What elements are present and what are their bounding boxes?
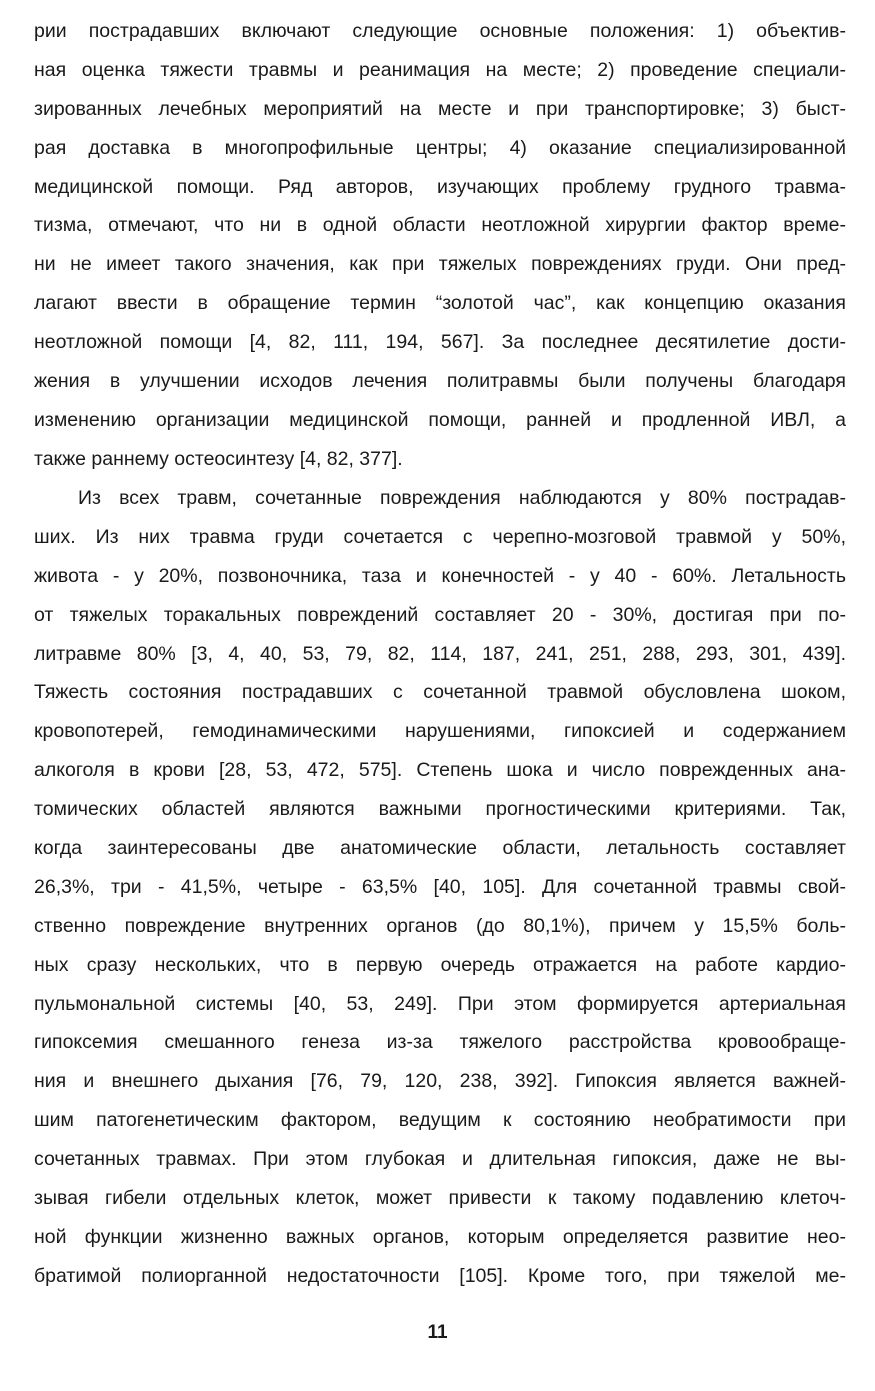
text-line: Тяжесть состояния пострадавших с сочетанной травмой обусловлена шоком, xyxy=(34,681,846,704)
text-line: рая доставка в многопрофильные центры; 4) оказание специализированной xyxy=(34,136,846,159)
text-line: пульмональной системы [40, 53, 249]. При этом формируется артериальная xyxy=(34,992,846,1015)
text-line: зывая гибели отдельных клеток, может привести к такому подавлению клеточ- xyxy=(34,1187,846,1210)
text-line: ни не имеет такого значения, как при тяжелых повреждениях груди. Они пред- xyxy=(34,253,846,276)
text-line: шим патогенетическим фактором, ведущим к состоянию необратимости при xyxy=(34,1109,846,1132)
text-line: изменению организации медицинской помощи, ранней и продленной ИВЛ, а xyxy=(34,408,846,431)
text-line: литравме 80% [3, 4, 40, 53, 79, 82, 114, 187, 241, 251, 288, 293, 301, 439]. xyxy=(34,642,846,665)
text-line: ной функции жизненно важных органов, которым определяется развитие нео- xyxy=(34,1225,846,1248)
text-line: кровопотерей, гемодинамическими нарушениями, гипоксией и содержанием xyxy=(34,720,846,743)
text-line: живота - у 20%, позвоночника, таза и конечностей - у 40 - 60%. Летальность xyxy=(34,564,846,587)
text-line: ния и внешнего дыхания [76, 79, 120, 238, 392]. Гипоксия является важней- xyxy=(34,1070,846,1093)
text-line: жения в улучшении исходов лечения политравмы были получены благодаря xyxy=(34,370,846,393)
paragraph-1 xyxy=(34,12,846,479)
text-line: Из всех травм, сочетанные повреждения наблюдаются у 80% пострадав- xyxy=(78,487,846,509)
text-line: зированных лечебных мероприятий на месте и при транспортировке; 3) быст- xyxy=(34,97,846,120)
text-line: медицинской помощи. Ряд авторов, изучающих проблему грудного травма- xyxy=(34,175,846,198)
text-line: алкоголя в крови [28, 53, 472, 575]. Степень шока и число поврежденных ана- xyxy=(34,759,846,782)
text-line: лагают ввести в обращение термин “золотой час”, как концепцию оказания xyxy=(34,292,846,315)
text-line: ных сразу нескольких, что в первую очередь отражается на работе кардио- xyxy=(34,953,846,976)
text-line: гипоксемия смешанного генеза из-за тяжелого расстройства кровообраще- xyxy=(34,1031,846,1054)
text-line: сочетанных травмах. При этом глубокая и длительная гипоксия, даже не вы- xyxy=(34,1148,846,1171)
text-line: рии пострадавших включают следующие основные положения: 1) объектив- xyxy=(34,20,846,42)
text-line: ственно повреждение внутренних органов (до 80,1%), причем у 15,5% боль- xyxy=(34,914,846,937)
text-line: также раннему остеосинтезу [4, 82, 377]. xyxy=(34,447,403,470)
text-line: томических областей являются важными прогностическими критериями. Так, xyxy=(34,798,846,821)
text-line: неотложной помощи [4, 82, 111, 194, 567]. За последнее десятилетие дости- xyxy=(34,331,846,354)
text-line: от тяжелых торакальных повреждений составляет 20 - 30%, достигая при по- xyxy=(34,603,846,626)
text-line: братимой полиорганной недостаточности [105]. Кроме того, при тяжелой ме- xyxy=(34,1264,846,1287)
text-line: ших. Из них травма груди сочетается с черепно-мозговой травмой у 50%, xyxy=(34,525,846,548)
page-number: 11 xyxy=(427,1322,448,1343)
text-line: ная оценка тяжести травмы и реанимация на месте; 2) проведение специали- xyxy=(34,58,846,81)
paragraph-2 xyxy=(34,479,846,1296)
text-line: 26,3%, три - 41,5%, четыре - 63,5% [40, 105]. Для сочетанной травмы свой- xyxy=(34,875,846,898)
text-line: тизма, отмечают, что ни в одной области неотложной хирургии фактор време- xyxy=(34,214,846,237)
text-line: когда заинтересованы две анатомические области, летальность составляет xyxy=(34,837,846,860)
